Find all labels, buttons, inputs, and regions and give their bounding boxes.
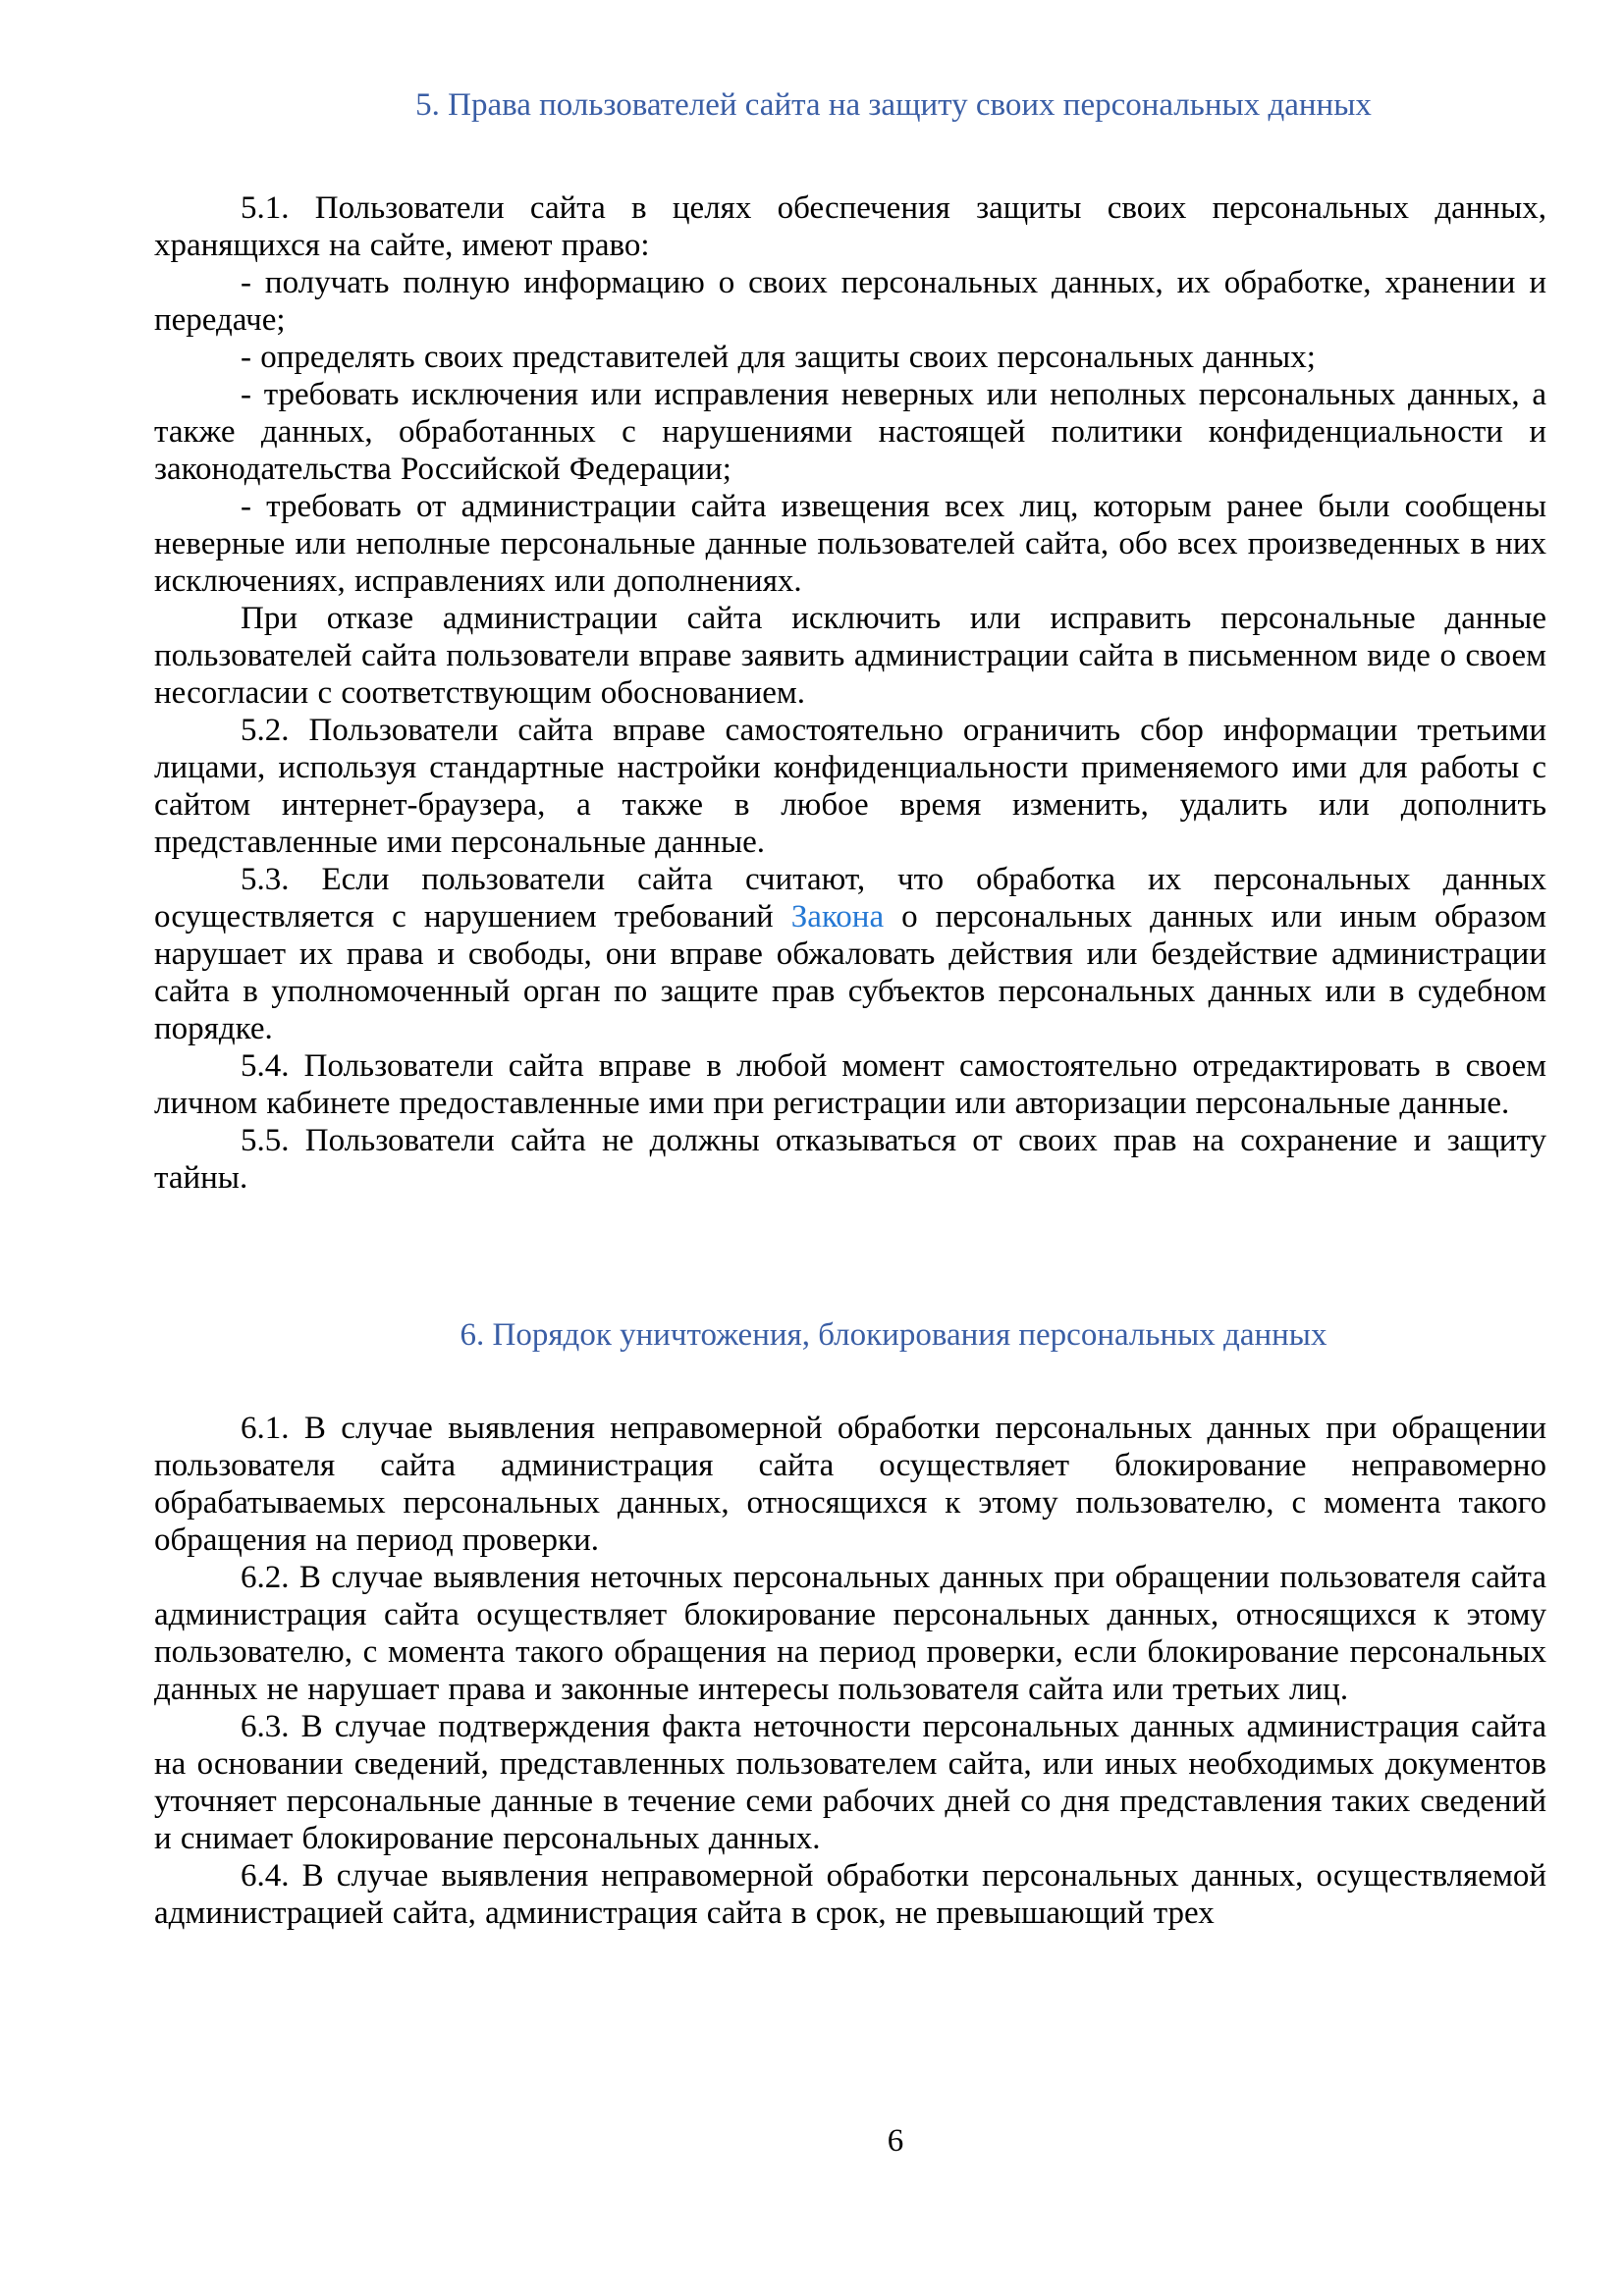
paragraph-6-3: 6.3. В случае подтверждения факта неточности персональных данных администрация сайта на основании сведений, представленных пользователем сайта, или иных необходимых документов уточняет персональные данные в течение семи рабочих дней со дня представления таких сведений и снимает блокирование персональных данных. (154, 1709, 1546, 1856)
paragraph-5-2: 5.2. Пользователи сайта вправе самостоятельно ограничить сбор информации третьими лицами, используя стандартные настройки конфиденциальности применяемого ими для работы с сайтом интернет-браузера, а также в любое время изменить, удалить или дополнить представленные ими персональные данные. (154, 713, 1546, 860)
page-number: 6 (887, 2123, 904, 2159)
section-6-heading: 6. Порядок уничтожения, блокирования персональных данных (460, 1317, 1327, 1353)
section-5-heading: 5. Права пользователей сайта на защиту своих персональных данных (415, 87, 1372, 123)
list-item-define-representatives: - определять своих представителей для защиты своих персональных данных; (241, 340, 1316, 375)
paragraph-5-4: 5.4. Пользователи сайта вправе в любой момент самостоятельно отредактировать в своем личном кабинете предоставленные ими при регистрации или авторизации персональные данные. (154, 1048, 1546, 1121)
paragraph-5-3-text-after: о персональных данных или иным образом нарушает их права и свободы, они вправе обжаловать действия или бездействие администрации сайта в уполномоченный орган по защите прав субъектов персональных данных или в судебном порядке. (154, 899, 1546, 1046)
paragraph-5-1: 5.1. Пользователи сайта в целях обеспечения защиты своих персональных данных, хранящихся на сайте, имеют право: (154, 190, 1546, 263)
paragraph-5-3 (154, 861, 1546, 1047)
paragraph-refusal-clause: При отказе администрации сайта исключить или исправить персональные данные пользователей сайта пользователи вправе заявить администрации сайта в письменном виде о своем несогласии с соответствующим обоснованием. (154, 601, 1546, 711)
paragraph-6-4: 6.4. В случае выявления неправомерной обработки персональных данных, осуществляемой администрацией сайта, администрация сайта в срок, не превышающий трех (154, 1858, 1546, 1931)
list-item-receive-info: - получать полную информацию о своих персональных данных, их обработке, хранении и передаче; (154, 265, 1546, 338)
paragraph-6-2: 6.2. В случае выявления неточных персональных данных при обращении пользователя сайта администрация сайта осуществляет блокирование персональных данных, относящихся к этому пользователю, с момента такого обращения на период проверки, если блокирование персональных данных не нарушает права и законные интересы пользователя сайта или третьих лиц. (154, 1560, 1546, 1707)
zakon-hyperlink[interactable]: Закона (790, 899, 885, 934)
list-item-demand-notification: - требовать от администрации сайта извещения всех лиц, которым ранее были сообщены неверные или неполные персональные данные пользователей сайта, обо всех произведенных в них исключениях, исправлениях или дополнениях. (154, 489, 1546, 599)
paragraph-5-3-text-before: 5.3. Если пользователи сайта считают, что обработка их персональных данных осуществляется с нарушением требований (154, 862, 1546, 934)
list-item-demand-correction: - требовать исключения или исправления неверных или неполных персональных данных, а также данных, обработанных с нарушениями настоящей политики конфиденциальности и законодательства Российской Федерации; (154, 377, 1546, 487)
paragraph-5-5: 5.5. Пользователи сайта не должны отказываться от своих прав на сохранение и защиту тайны. (154, 1123, 1546, 1196)
paragraph-6-1: 6.1. В случае выявления неправомерной обработки персональных данных при обращении пользователя сайта администрация сайта осуществляет блокирование неправомерно обрабатываемых персональных данных, относящихся к этому пользователю, с момента такого обращения на период проверки. (154, 1411, 1546, 1558)
